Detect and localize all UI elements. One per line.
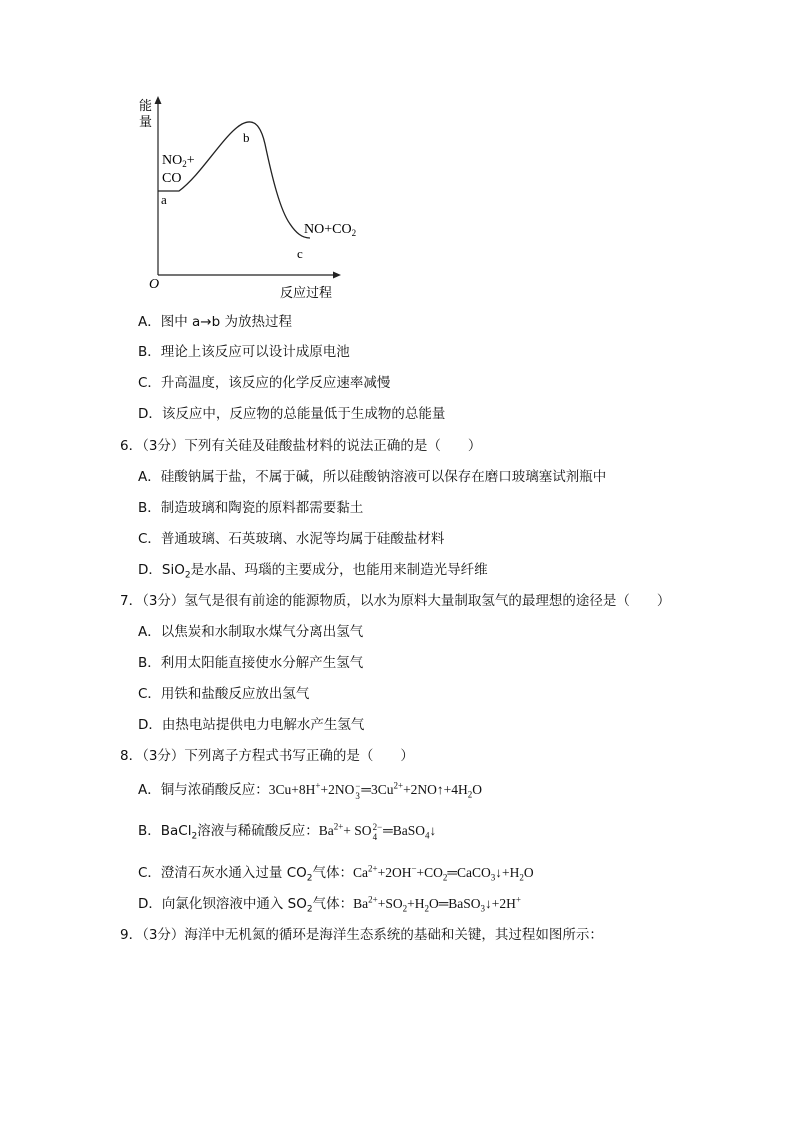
point-a-label: a bbox=[161, 192, 167, 207]
x-axis-label: 反应过程 bbox=[280, 286, 333, 301]
q8-option-a[interactable]: A．铜与浓硝酸反应：3Cu+8H++2NO − 3 $═3Cu^{2+}+2NO↑+4H_2O$ bbox=[138, 780, 483, 801]
y-label-1: 能 bbox=[139, 99, 153, 114]
q8-option-d[interactable]: D．向氯化钡溶液中通入 $SO_2$气体：$Ba^{2+}+SO_2+H_2O═BaSO_3↓+2H^+$ bbox=[138, 894, 521, 915]
products-label: $NO+CO_2$ bbox=[304, 222, 357, 238]
q7-option-c[interactable]: C．用铁和盐酸反应放出氢气 bbox=[138, 686, 310, 702]
q5-option-b[interactable]: B．理论上该反应可以设计成原电池 bbox=[138, 344, 350, 360]
q6-stem: 6．（3分）下列有关硅及硅酸盐材料的说法正确的是（ ） bbox=[120, 438, 482, 454]
q8-option-c[interactable]: C．澄清石灰水通入过量 $CO_2$气体：$Ca^{2+}+2OH^-+CO_2═CaCO_3↓+H_2O$ bbox=[138, 863, 534, 884]
q8-option-b[interactable]: B．BaCl$_2$溶液与稀硫酸反应：$Ba^{2+}+$ SO 2− 4 ═BaSO$_4$↓ bbox=[138, 821, 437, 842]
q9-stem: 9．（3分）海洋中无机氮的循环是海洋生态系统的基础和关键，其过程如图所示： bbox=[120, 927, 603, 943]
reactants-label-line1: $NO_2+$ bbox=[162, 153, 195, 169]
x-axis-arrow bbox=[333, 272, 341, 279]
point-b-label: b bbox=[243, 130, 250, 145]
y-axis-arrow bbox=[155, 96, 162, 104]
q7-option-d[interactable]: D．由热电站提供电力电解水产生氢气 bbox=[138, 717, 365, 733]
origin-label: O bbox=[149, 277, 160, 292]
energy-profile-diagram bbox=[130, 92, 390, 307]
q7-stem: 7．（3分）氢气是很有前途的能源物质，以水为原料大量制取氢气的最理想的途径是（ ） bbox=[120, 593, 671, 609]
q8-stem: 8．（3分）下列离子方程式书写正确的是（ ） bbox=[120, 748, 414, 764]
reactants-label-line2: CO bbox=[162, 171, 182, 186]
y-label-2: 量 bbox=[139, 115, 153, 130]
q7-option-b[interactable]: B．利用太阳能直接使水分解产生氢气 bbox=[138, 655, 364, 671]
q5-option-d[interactable]: D．该反应中，反应物的总能量低于生成物的总能量 bbox=[138, 406, 446, 422]
q6-option-c[interactable]: C．普通玻璃、石英玻璃、水泥等均属于硅酸盐材料 bbox=[138, 531, 445, 547]
q6-option-d[interactable]: D．SiO$_2$是水晶、玛瑙的主要成分，也能用来制造光导纤维 bbox=[138, 562, 488, 581]
q5-option-a[interactable]: A．图中 a→b 为放热过程 bbox=[138, 314, 292, 330]
point-c-label: c bbox=[297, 246, 303, 261]
q7-option-a[interactable]: A．以焦炭和水制取水煤气分离出氢气 bbox=[138, 624, 364, 640]
q6-option-a[interactable]: A．硅酸钠属于盐，不属于碱，所以硅酸钠溶液可以保存在磨口玻璃塞试剂瓶中 bbox=[138, 469, 607, 485]
q6-option-b[interactable]: B．制造玻璃和陶瓷的原料都需要黏土 bbox=[138, 500, 364, 516]
q5-option-c[interactable]: C．升高温度，该反应的化学反应速率减慢 bbox=[138, 375, 391, 391]
